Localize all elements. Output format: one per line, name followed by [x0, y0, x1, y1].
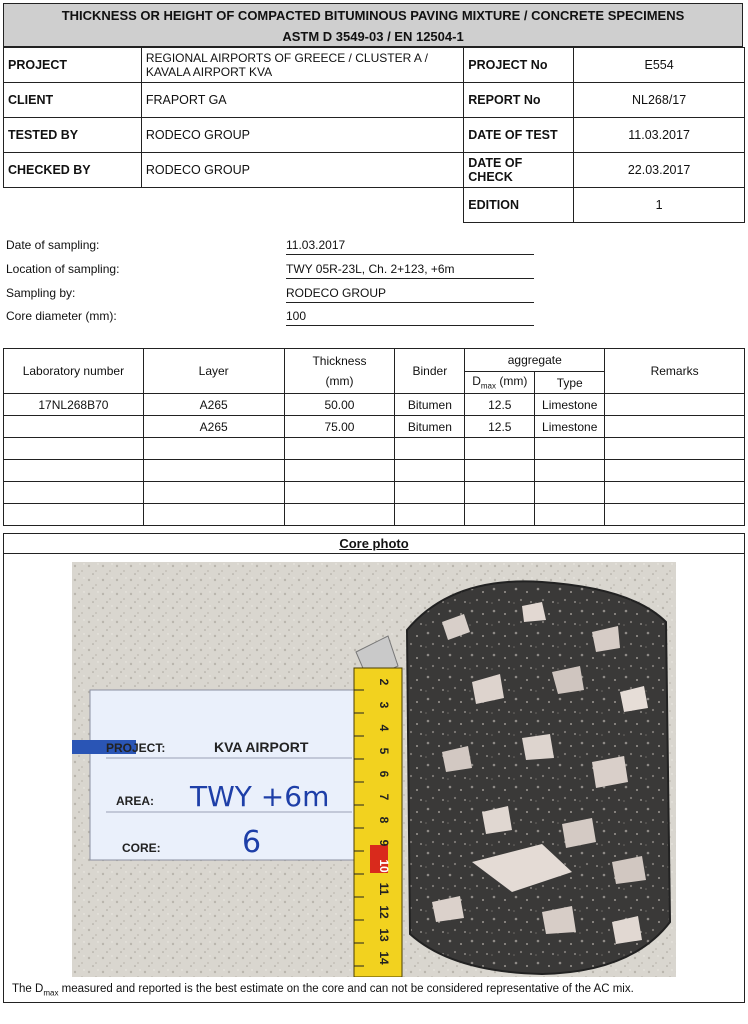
project-info-table [3, 47, 745, 223]
ruler-mark: 11 [377, 882, 391, 896]
ruler-mark: 7 [377, 793, 391, 801]
report-no-label: REPORT No [464, 83, 574, 118]
date-of-test-value: 11.03.2017 [574, 118, 745, 153]
table-row [4, 504, 745, 526]
sampling-by-label: Sampling by: [6, 286, 76, 300]
card-area-value: TWY +6m [190, 780, 330, 813]
checked-by-label: CHECKED BY [4, 153, 142, 188]
empty-cell [4, 188, 142, 223]
table-row [4, 460, 745, 482]
empty-cell [141, 188, 463, 223]
ruler-mark: 5 [377, 747, 391, 755]
ruler-mark: 13 [377, 928, 391, 942]
ruler-mark: 3 [377, 701, 391, 709]
sampling-location-value: TWY 05R-23L, Ch. 2+123, +6m [286, 262, 534, 279]
ruler-mark: 14 [377, 951, 391, 965]
results-table [3, 348, 745, 526]
measuring-tape [354, 636, 402, 977]
core-diameter-label: Core diameter (mm): [6, 309, 117, 323]
sampling-by-value: RODECO GROUP [286, 286, 534, 303]
sampling-location-label: Location of sampling: [6, 262, 120, 276]
edition-value: 1 [574, 188, 745, 223]
table-row [4, 482, 745, 504]
ruler-mark: 10 [377, 859, 391, 873]
col-layer: Layer [143, 349, 284, 394]
project-no-label: PROJECT No [464, 48, 574, 83]
ruler-mark: 8 [377, 816, 391, 824]
asphalt-core [407, 581, 670, 974]
col-thickness: Thickness (mm) [284, 349, 395, 394]
col-dmax: $D_{max}$ (mm) [465, 372, 535, 394]
project-label: PROJECT [4, 48, 142, 83]
card-project-label: PROJECT: [106, 741, 166, 755]
date-of-check-value: 22.03.2017 [574, 153, 745, 188]
checked-by-value: RODECO GROUP [141, 153, 463, 188]
project-no-value: E554 [574, 48, 745, 83]
ruler-mark: 6 [377, 770, 391, 778]
card-area-label: AREA: [116, 794, 154, 808]
tested-by-label: TESTED BY [4, 118, 142, 153]
card-core-value: 6 [242, 825, 262, 860]
core-diameter-value: 100 [286, 309, 534, 326]
ruler-mark: 12 [377, 905, 391, 919]
sampling-date-label: Date of sampling: [6, 238, 100, 252]
col-type: Type [535, 372, 605, 394]
report-no-value: NL268/17 [574, 83, 745, 118]
report-standard: ASTM D 3549-03 / EN 12504-1 [282, 29, 464, 44]
date-of-check-label: DATE OF CHECK [464, 153, 574, 188]
col-binder: Binder [395, 349, 465, 394]
ruler-mark: 2 [377, 678, 391, 686]
footnote: The $D_{max}$ measured and reported is the best estimate on the core and can not be considered representative of the AC mix. [12, 983, 634, 998]
col-aggregate: aggregate [465, 349, 605, 372]
date-of-test-label: DATE OF TEST [464, 118, 574, 153]
client-value: FRAPORT GA [141, 83, 463, 118]
client-label: CLIENT [4, 83, 142, 118]
card-project-value: KVA AIRPORT [214, 739, 309, 755]
table-row [4, 438, 745, 460]
core-photo-title: Core photo [3, 534, 745, 554]
sampling-date-value: 11.03.2017 [286, 238, 534, 255]
tested-by-value: RODECO GROUP [141, 118, 463, 153]
core-label-card [72, 690, 360, 860]
core-photo [72, 562, 676, 977]
table-row: A265 75.00 Bitumen 12.5 Limestone [4, 416, 745, 438]
card-core-label: CORE: [122, 841, 161, 855]
table-row: 17NL268B70 A265 50.00 Bitumen 12.5 Limestone [4, 394, 745, 416]
report-title: THICKNESS OR HEIGHT OF COMPACTED BITUMINOUS PAVING MIXTURE / CONCRETE SPECIMENS [61, 8, 685, 23]
report-header [3, 3, 743, 47]
edition-label: EDITION [464, 188, 574, 223]
col-lab-number: Laboratory number [4, 349, 144, 394]
col-remarks: Remarks [605, 349, 745, 394]
project-value: REGIONAL AIRPORTS OF GREECE / CLUSTER A / KAVALA AIRPORT KVA [141, 48, 463, 83]
ruler-mark: 9 [377, 839, 391, 847]
ruler-mark: 4 [377, 724, 391, 732]
